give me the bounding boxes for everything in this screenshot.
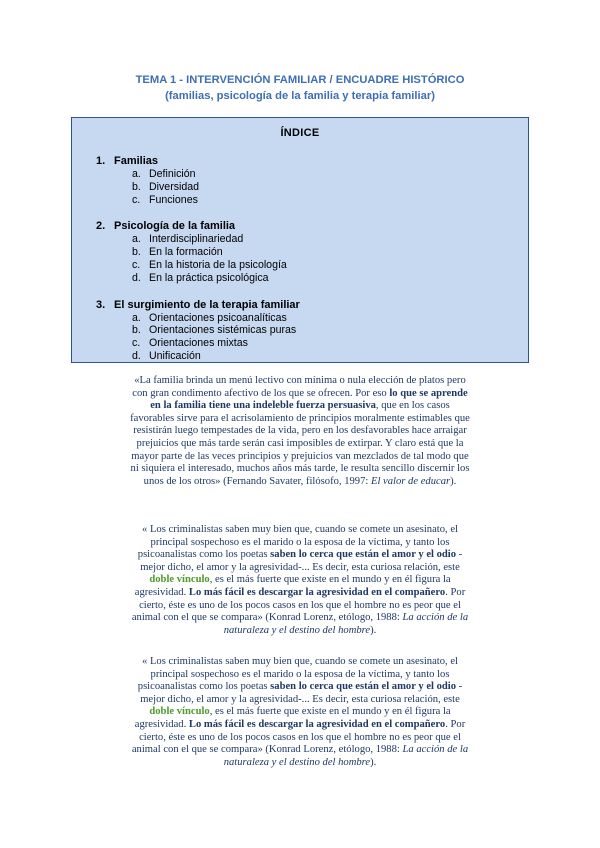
item-letter: a. xyxy=(132,233,141,246)
quote-emphasis: Lo más fácil es descargar la agresividad en el compañero xyxy=(188,718,446,730)
quote-book-title: El valor de educar xyxy=(370,475,451,487)
quote-lorenz-2 xyxy=(128,656,472,769)
list-item xyxy=(72,337,528,350)
item-letter: c. xyxy=(132,258,141,271)
quote-highlight: doble vínculo xyxy=(149,706,210,718)
item-label: Orientaciones sistémicas puras xyxy=(149,324,297,337)
quote-savater xyxy=(128,375,472,488)
index-section-1 xyxy=(72,155,528,206)
list-item xyxy=(72,324,528,337)
section-number: 3. xyxy=(96,298,106,311)
item-label: Funciones xyxy=(149,193,198,206)
quote-text: « Los criminalistas saben muy bien que, cuando se comete un asesinato, el principal sospechoso es el marido o la esposa de la víctima, y tanto los psicoanalistas como los poetas xyxy=(137,656,458,693)
quote-text: , es el más fuerte que existe en el mundo y en él figura la agresividad. xyxy=(134,574,451,598)
list-item xyxy=(72,312,528,325)
list-item xyxy=(72,350,528,363)
item-letter: c. xyxy=(132,193,141,206)
item-label: Interdisciplinariedad xyxy=(149,233,244,246)
item-label: Orientaciones mixtas xyxy=(149,337,248,350)
page-title xyxy=(0,72,600,104)
item-letter: a. xyxy=(132,168,141,180)
list-item xyxy=(72,233,528,246)
index-section-2 xyxy=(72,220,528,284)
item-label: Definición xyxy=(149,168,196,180)
quote-highlight: doble vínculo xyxy=(149,574,210,586)
index-heading: ÍNDICE xyxy=(280,127,320,139)
item-letter: b. xyxy=(132,324,141,337)
quote-emphasis: saben lo cerca que están el amor y el odio xyxy=(270,681,457,693)
index-section-3 xyxy=(72,299,528,363)
item-letter: d. xyxy=(132,271,141,284)
quote-text: , es el más fuerte que existe en el mundo y en él figura la agresividad. xyxy=(134,706,451,730)
quote-text: « Los criminalistas saben muy bien que, cuando se comete un asesinato, el principal sospechoso es el marido o la esposa de la víctima, y tanto los psicoanalistas como los poetas xyxy=(137,524,458,561)
quote-text: ). xyxy=(370,756,377,768)
list-item xyxy=(72,246,528,259)
quote-text: ). xyxy=(450,475,457,487)
list-item xyxy=(72,181,528,194)
quote-text: . Por cierto, éste es uno de los pocos casos en los que el hombre no es peor que el animal con el que se compara» (Konrad Lorenz, etólogo, 1988: xyxy=(131,586,466,624)
section-title-text: Familias xyxy=(114,155,159,167)
quote-text: -mejor dicho, el amor y la agresividad-... Es decir, esta curiosa relación, este xyxy=(140,681,463,705)
section-title xyxy=(72,220,528,233)
quote-text: . Por cierto, éste es uno de los pocos casos en los que el hombre no es peor que el animal con el que se compara» (Konrad Lorenz, etólogo, 1988: xyxy=(131,718,466,756)
quote-book-title: La acción de la naturaleza y el destino del hombre xyxy=(223,744,469,768)
list-item xyxy=(72,168,528,181)
section-number: 1. xyxy=(96,155,106,167)
title-line-2: (familias, psicología de la familia y terapia familiar) xyxy=(165,90,435,102)
list-item xyxy=(72,272,528,285)
title-line-1: TEMA 1 - INTERVENCIÓN FAMILIAR / ENCUADRE HISTÓRICO xyxy=(135,74,465,86)
item-label: Unificación xyxy=(149,349,201,362)
section-title xyxy=(72,155,528,168)
list-item xyxy=(72,194,528,207)
quote-book-title: La acción de la naturaleza y el destino del hombre xyxy=(223,612,469,636)
item-label: En la historia de la psicología xyxy=(149,258,287,271)
quote-text: ). xyxy=(370,624,377,636)
quote-text: -mejor dicho, el amor y la agresividad-... Es decir, esta curiosa relación, este xyxy=(140,549,463,573)
item-label: En la práctica psicológica xyxy=(149,271,269,284)
item-letter: d. xyxy=(132,349,141,362)
section-title xyxy=(72,299,528,312)
item-label: Orientaciones psicoanalíticas xyxy=(149,311,287,324)
item-letter: a. xyxy=(132,311,141,324)
list-item xyxy=(72,259,528,272)
quote-text: , que en los casos favorables sirve para el acrisolamiento de principios moralmente estimables que resistirán luego tempestades de la vida, pero en los desfavorables hace arraigar prejuicios que más tarde serán casi imposibles de extirpar. Y claro está que la mayor parte de las veces principios y prejuicios van mezclados de tal modo que ni siquiera el interesado, muchos años más tarde, le resulta sencillo discernir los unos de los otros» (Fernando Savater, filósofo, 1997: xyxy=(130,400,470,487)
item-letter: b. xyxy=(132,180,141,193)
quote-lorenz-1 xyxy=(128,524,472,637)
section-title-text: El surgimiento de la terapia familiar xyxy=(114,298,300,311)
item-label: Diversidad xyxy=(149,180,200,193)
quote-emphasis: saben lo cerca que están el amor y el odio xyxy=(270,549,457,561)
quote-text: «La familia brinda un menú lectivo con mínima o nula elección de platos pero con gran condimento afectivo de los que se ofrecen. Por eso xyxy=(132,375,466,399)
item-letter: c. xyxy=(132,337,141,350)
item-label: En la formación xyxy=(149,246,223,259)
section-title-text: Psicología de la familia xyxy=(114,220,236,233)
index-box xyxy=(71,117,529,363)
quote-emphasis: Lo más fácil es descargar la agresividad en el compañero xyxy=(188,586,446,598)
section-number: 2. xyxy=(96,220,106,233)
item-letter: b. xyxy=(132,246,141,259)
quote-emphasis: lo que se aprende en la familia tiene una indeleble fuerza persuasiva xyxy=(150,387,468,412)
